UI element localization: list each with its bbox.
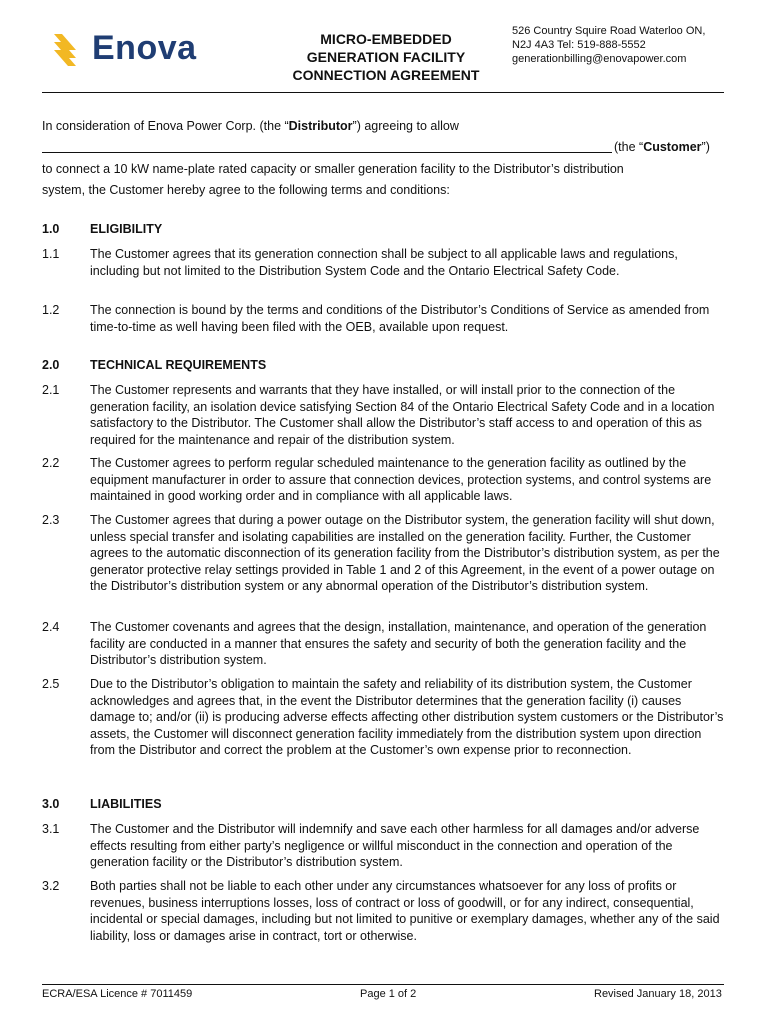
- intro-line-1: [42, 118, 726, 135]
- title-line: CONNECTION AGREEMENT: [292, 67, 480, 83]
- address-block: [512, 24, 705, 66]
- clause-number: 2.1: [42, 383, 60, 397]
- section-number: 2.0: [42, 358, 60, 372]
- intro-text: ”): [701, 140, 710, 154]
- document-title: [276, 30, 496, 84]
- footer-divider: [42, 984, 724, 985]
- section-title: TECHNICAL REQUIREMENTS: [90, 358, 267, 372]
- section-title: ELIGIBILITY: [90, 222, 163, 236]
- title-line: MICRO-EMBEDDED: [320, 31, 452, 47]
- clause-number: 1.2: [42, 303, 60, 317]
- clause-text: The Customer agrees to perform regular scheduled maintenance to the generation facility as outlined by the equipment manufacturer in order to assure that connection devices, protection systems, and control systems are maintained in good working order and in compliance with all applicable laws.: [90, 456, 712, 503]
- clause-text: Due to the Distributor’s obligation to maintain the safety and reliability of its distribution system, the Customer acknowledges and agrees that, in the event the Distributor determines that the generation facility (i) causes damage to; and/or (ii) is producing adverse effects affecting other distribution system customers or the Distributor’s assets, the Customer will disconnect generation facility immediately from the distribution system upon direction from the Distributor and correct the problem at the Customer’s own expense prior to reconnection.: [90, 677, 724, 757]
- section-number: 1.0: [42, 222, 60, 236]
- clause-number: 2.3: [42, 513, 60, 527]
- section-title: LIABILITIES: [90, 797, 162, 811]
- clause-text: The Customer covenants and agrees that the design, installation, maintenance, and operation of the generation facility are conducted in a manner that ensures the safety and security of both the generation facility and the Distributor’s distribution system.: [90, 620, 707, 667]
- email-address: generationbilling@enovapower.com: [512, 53, 687, 65]
- clause-number: 2.4: [42, 620, 60, 634]
- intro-text: (the “: [614, 140, 644, 154]
- intro-text: ”) agreeing to allow: [352, 119, 459, 133]
- revision-date: Revised January 18, 2013: [594, 988, 722, 1000]
- title-line: GENERATION FACILITY: [306, 49, 466, 65]
- licence-number: ECRA/ESA Licence # 7011459: [42, 988, 193, 1000]
- clause-text: The Customer agrees that its generation connection shall be subject to all applicable laws and regulations, including but not limited to the Distribution System Code and the Ontario Electrical Safety Code.: [90, 247, 678, 278]
- clause-text: The Customer represents and warrants that they have installed, or will install prior to the connection of the generation facility, an isolation device satisfying Section 84 of the Ontario Electrical Safety Code and in a location satisfactory to the Distributor. The Customer shall allow the Distributor’s staff access to and operation of this as required for the maintenance and repair of the distribution system.: [90, 383, 715, 447]
- enova-logo: [50, 28, 210, 68]
- customer-term: Customer: [643, 140, 702, 154]
- page-number: Page 1 of 2: [360, 988, 417, 1000]
- clause-text: Both parties shall not be liable to each other under any circumstances whatsoever for any loss of profits or revenues, business interruptions losses, loss of contract or loss of goodwill, or for any indirect, consequential, incidental or special damages, including but not limited to punitive or exemplary damages, whether any of the said liability, loss or damages arise in contract, tort or otherwise.: [90, 879, 720, 943]
- address-line: N2J 4A3 Tel: 519-888-5552: [512, 39, 646, 51]
- intro-line-4: system, the Customer hereby agree to the following terms and conditions:: [42, 183, 450, 197]
- enova-logo-mark-icon: [50, 28, 88, 68]
- intro-text: In consideration of Enova Power Corp. (the “: [42, 119, 289, 133]
- customer-name-blank[interactable]: [42, 152, 612, 153]
- customer-term-line: [614, 140, 710, 154]
- distributor-term: Distributor: [288, 119, 353, 133]
- intro-line-3: to connect a 10 kW name-plate rated capacity or smaller generation facility to the Distributor’s distribution: [42, 162, 624, 176]
- clause-number: 3.1: [42, 822, 60, 836]
- clause-text: The Customer and the Distributor will indemnify and save each other harmless for all damages and/or adverse effects resulting from either party’s negligence or willful misconduct in the connection and operation of the generation facility or the Distributor’s distribution system.: [90, 822, 700, 869]
- clause-number: 1.1: [42, 247, 60, 261]
- address-line: 526 Country Squire Road Waterloo ON,: [512, 25, 706, 37]
- clause-number: 2.5: [42, 677, 60, 691]
- clause-text: The Customer agrees that during a power outage on the Distributor system, the generation facility will shut down, unless special transfer and isolating capabilities are installed on the generation facility. Further, the Customer agrees to the automatic disconnection of its generation facility from the Distributor’s distribution system, as per the generator protective relay settings provided in Table 1 and 2 of this Agreement, in the event of a power outage on the Distributor’s distribution system or any abnormal operation of the Distributor’s distribution system.: [90, 513, 720, 593]
- brand-name: Enova: [92, 29, 197, 67]
- section-number: 3.0: [42, 797, 60, 811]
- clause-number: 2.2: [42, 456, 60, 470]
- clause-number: 3.2: [42, 879, 60, 893]
- header-divider: [42, 92, 724, 93]
- clause-text: The connection is bound by the terms and conditions of the Distributor’s Conditions of Service as amended from time-to-time as well having been filed with the OEB, available upon request.: [90, 303, 710, 334]
